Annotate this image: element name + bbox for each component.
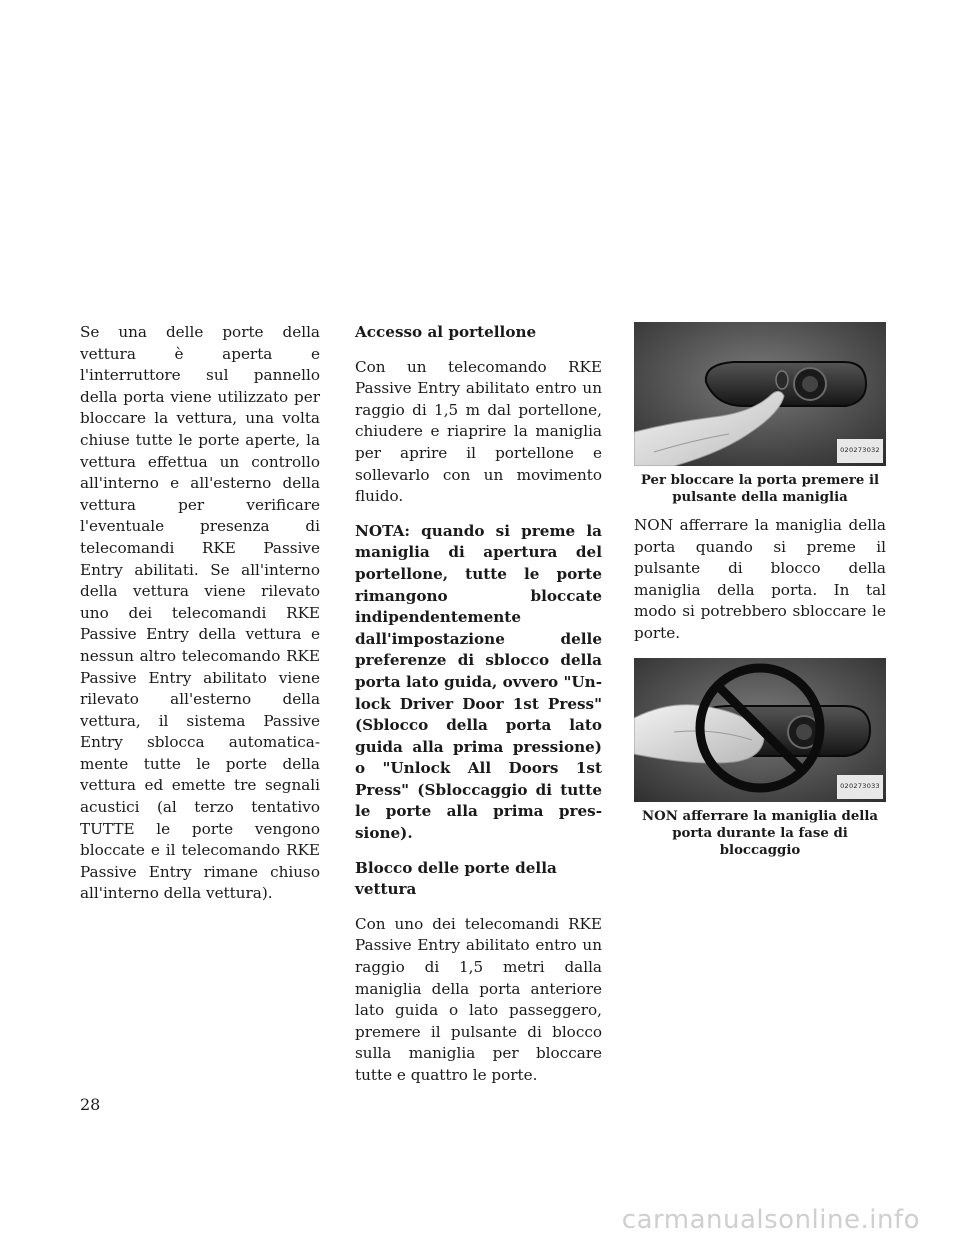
figure-code: 020273032 [837,439,883,463]
left-column [80,322,320,918]
section-heading-liftgate: Accesso al portellone [355,323,537,341]
figure-caption: Per bloccare la porta premere il pulsante della maniglia [640,473,880,505]
figure-caption: NON afferrare la maniglia della porta durante la fase di bloccaggio [641,808,879,858]
body-paragraph: Con uno dei telecomandi RKE Passive Entry abilitato entro un raggio di 1,5 metri dalla maniglia della porta anteriore lato guida o lato passeggero, premere il pulsante di blocco sulla maniglia per bloccare tutte e quattro le porte. [355,914,602,1084]
section-heading-door-lock: Blocco delle porte della vettura [355,858,557,899]
note-paragraph: NOTA: quando si preme la maniglia di apertura del portellone, tutte le porte rimangono bloccate indipendentemente dall'impostazione delle preferenze di sblocco della porta lato guida, ovvero "Unlock Driver Door 1st Press" (Sblocco della porta lato guida alla prima pressione) o "Unlock All Doors 1st Press" (Sbloccaggio di tutte le porte alla prima pressione). [355,521,602,843]
figure-code: 020273033 [837,775,883,799]
body-paragraph: Con un telecomando RKE Passive Entry abilitato entro un raggio di 1,5 m dal portellone, chiudere e riaprire la maniglia per aprire il portellone e sollevarlo con un movimento fluido. [355,357,602,506]
body-paragraph: Se una delle porte della vettura è aperta e l'interruttore sul pannello della porta viene utilizzato per bloccare la vettura, una volta chiuse tutte le porte aperte, la vettura effettua un controllo all'interno e all'esterno della vettura per verificare l'eventuale presenza di telecomandi RKE Passive Entry abilitati. Se all'interno della vettura viene rilevato uno dei telecomandi RKE Passive Entry della vettura e nessun altro telecomando RKE Passive Entry abilitato viene rilevato all'esterno della vettura, il sistema Passive Entry sblocca automaticamente tutte le porte della vettura ed emette tre segnali acustici (al terzo tentativo TUTTE le porte vengono bloccate e il telecomando RKE Passive Entry rimane chiuso all'interno della vettura). [80,323,320,903]
watermark: carmanualsonline.info [621,1205,920,1235]
figure-press-handle-button [634,322,886,466]
middle-column [355,322,602,1100]
page-number: 28 [80,1095,101,1114]
figure-do-not-grab-handle [634,658,886,802]
right-column [634,322,886,868]
body-paragraph: NON afferrare la maniglia della porta quando si preme il pulsante di blocco della maniglia della porta. In tal modo si potrebbero sbloccare le porte. [634,516,886,642]
